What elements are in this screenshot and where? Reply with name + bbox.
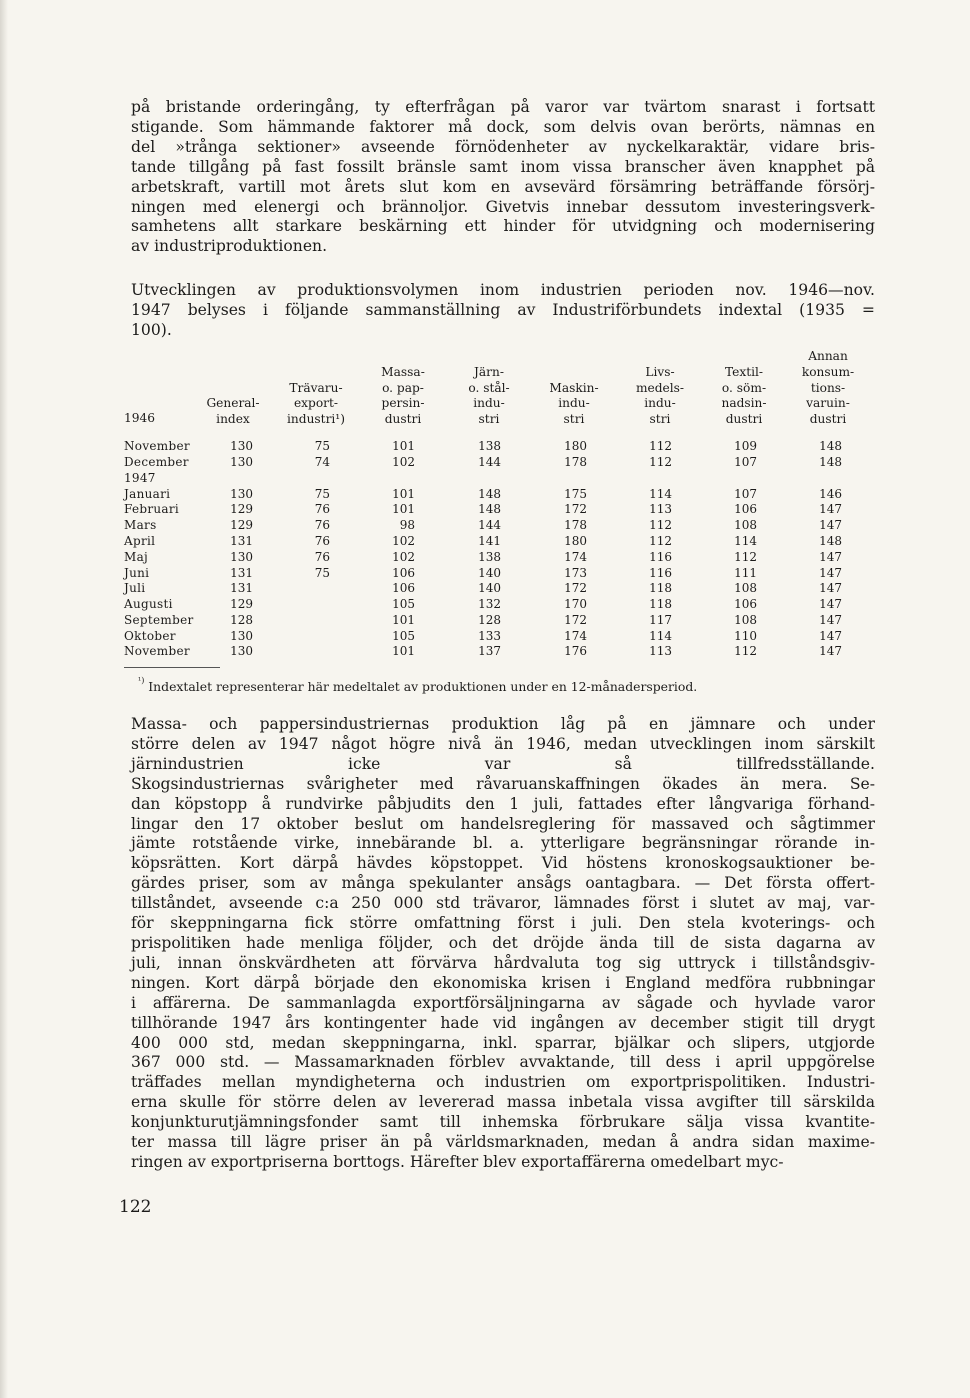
- table-cell: 144: [478, 518, 501, 532]
- row-label: November: [124, 644, 190, 658]
- column-header-line: nadsin-: [721, 396, 767, 411]
- table-cell: 114: [649, 487, 672, 501]
- table-cell: 131: [230, 566, 253, 580]
- table-cell: 75: [314, 487, 330, 501]
- table-row: [0, 596, 970, 612]
- text-line: för skeppningarna fick större omfattning först i juli. Den stela kvoterings- och: [131, 914, 875, 933]
- table-cell: 111: [734, 566, 757, 580]
- table-cell: 147: [819, 644, 842, 658]
- column-header-line: stri: [649, 412, 671, 427]
- table-cell: 112: [734, 550, 757, 564]
- table-cell: 172: [564, 581, 587, 595]
- table-cell: 178: [564, 455, 587, 469]
- table-row: [0, 643, 970, 659]
- table-cell: 118: [649, 597, 672, 611]
- row-label: Mars: [124, 518, 157, 532]
- table-cell: 129: [230, 518, 253, 532]
- table-cell: 131: [230, 534, 253, 548]
- table-cell: 75: [314, 566, 330, 580]
- table-cell: 130: [230, 455, 253, 469]
- table-cell: 128: [478, 613, 501, 627]
- text-line: 100).: [131, 320, 172, 339]
- row-label: November: [124, 439, 190, 453]
- text-line: av industriproduktionen.: [131, 237, 328, 256]
- column-header-line: indu-: [473, 396, 505, 411]
- table-cell: 147: [819, 613, 842, 627]
- table-cell: 147: [819, 581, 842, 595]
- table-cell: 138: [478, 439, 501, 453]
- table-row: [0, 612, 970, 628]
- table-row: [0, 454, 970, 470]
- column-header: [524, 381, 624, 428]
- text-line: tillståndet, avseende c:a 250 000 std trävaror, lämnades först i slutet av maj, var-: [131, 894, 875, 913]
- column-header-line: Trävaru-: [289, 380, 343, 395]
- table-cell: 147: [819, 629, 842, 643]
- table-cell: 148: [819, 439, 842, 453]
- column-header-line: medels-: [635, 380, 685, 395]
- row-label: December: [124, 455, 189, 469]
- table-cell: 147: [819, 597, 842, 611]
- table-cell: 172: [564, 502, 587, 516]
- table-cell: 132: [478, 597, 501, 611]
- table-cell: 105: [392, 629, 415, 643]
- table-row: [0, 517, 970, 533]
- table-cell: 129: [230, 502, 253, 516]
- table-cell: 130: [230, 487, 253, 501]
- table-cell: 113: [649, 644, 672, 658]
- text-line: konjunkturutjämningsfonder samt till inhemska förbrukare sälja vissa kvantite-: [131, 1113, 875, 1132]
- table-cell: 102: [392, 534, 415, 548]
- table-cell: 129: [230, 597, 253, 611]
- column-header-line: General-: [206, 396, 260, 411]
- text-line: ningen. Kort därpå började den ekonomiska krisen i England medföra rubbningar: [131, 973, 875, 992]
- table-cell: 130: [230, 629, 253, 643]
- row-label: Maj: [124, 550, 149, 564]
- table-cell: 76: [314, 534, 330, 548]
- table-row: [0, 486, 970, 502]
- footnote-marker: ¹): [138, 676, 145, 685]
- table-row: [0, 628, 970, 644]
- text-line: järnindustrien icke var så tillfredsställande.: [131, 754, 875, 773]
- table-cell: 101: [392, 644, 415, 658]
- text-line: Massa- och pappersindustriernas produktion låg på en jämnare och under: [131, 715, 875, 733]
- row-label: September: [124, 613, 194, 627]
- table-cell: 170: [564, 597, 587, 611]
- footnote-text: Indextalet representerar här medeltalet av produktionen under en 12-månadersperiod.: [148, 679, 698, 695]
- column-header-line: persin-: [381, 396, 425, 411]
- table-cell: 112: [649, 518, 672, 532]
- paragraph-2: [131, 281, 875, 341]
- table-cell: 76: [314, 550, 330, 564]
- table-row: [0, 501, 970, 517]
- table-cell: 133: [478, 629, 501, 643]
- text-line: juli, innan önskvärdheten att förvärva hårdvaluta tog sig uttryck i tillståndsgiv-: [131, 953, 875, 972]
- text-line: del »trånga sektioner» avseende förnödenheter av nyckelkaraktär, vidare bris-: [131, 137, 875, 156]
- table-row: [0, 438, 970, 454]
- table-cell: 101: [392, 487, 415, 501]
- row-label: Juli: [124, 581, 146, 595]
- table-cell: 101: [392, 502, 415, 516]
- table-row: [0, 580, 970, 596]
- table-cell: 130: [230, 644, 253, 658]
- table-cell: 112: [649, 455, 672, 469]
- table-cell: 141: [478, 534, 501, 548]
- table-cell: 147: [819, 550, 842, 564]
- text-line: tillhörande 1947 års kontingenter hade vid ingången av december stigit till drygt: [131, 1013, 875, 1032]
- column-header-line: Massa-: [381, 364, 425, 379]
- table-cell: 108: [734, 613, 757, 627]
- table-cell: 137: [478, 644, 501, 658]
- table-cell: 110: [734, 629, 757, 643]
- column-header-line: varuin-: [806, 396, 850, 411]
- column-header-line: Annan: [808, 349, 848, 363]
- table-cell: 112: [649, 439, 672, 453]
- table-cell: 114: [734, 534, 757, 548]
- table-cell: 147: [819, 502, 842, 516]
- table-cell: 130: [230, 439, 253, 453]
- column-header-line: tions-: [810, 380, 846, 395]
- table-cell: 114: [649, 629, 672, 643]
- table-cell: 112: [649, 534, 672, 548]
- table-cell: 178: [564, 518, 587, 532]
- row-label: 1947: [124, 471, 156, 485]
- text-line: större delen av 1947 något högre nivå än 1946, medan utvecklingen inom särskilt: [131, 734, 875, 753]
- table-cell: 148: [819, 534, 842, 548]
- page-edge-shadow: [0, 0, 8, 1398]
- row-label: Januari: [124, 487, 171, 501]
- table-cell: 174: [564, 629, 587, 643]
- paragraph-3: [131, 715, 875, 1173]
- table-cell: 76: [314, 502, 330, 516]
- text-line: ringen av exportpriserna borttogs. Härefter blev exportaffärerna omedelbart myc-: [131, 1152, 784, 1171]
- text-line: lingar den 17 oktober beslut om handelsreglering för massaved och sågtimmer: [131, 814, 875, 833]
- row-label: Februari: [124, 502, 180, 516]
- table-cell: 144: [478, 455, 501, 469]
- column-header-line: dustri: [809, 412, 847, 427]
- table-cell: 172: [564, 613, 587, 627]
- footnote: [138, 676, 698, 695]
- table-cell: 148: [819, 455, 842, 469]
- text-line: 1947 belyses i följande sammanställning av Industriförbundets indextal (1935 =: [131, 300, 875, 319]
- column-header-line: o. pap-: [382, 380, 424, 395]
- table-cell: 76: [314, 518, 330, 532]
- table-cell: 75: [314, 439, 330, 453]
- table-row: [0, 533, 970, 549]
- table-cell: 106: [392, 566, 415, 580]
- table-cell: 140: [478, 566, 501, 580]
- table-cell: 180: [564, 439, 587, 453]
- table-cell: 118: [649, 581, 672, 595]
- column-header-line: o. söm-: [721, 380, 767, 395]
- table-cell: 140: [478, 581, 501, 595]
- table-cell: 106: [392, 581, 415, 595]
- column-header-line: stri: [563, 412, 585, 427]
- text-line: erna skulle för större delen av levererad massa inbetala vissa avgifter till särskilda: [131, 1093, 875, 1112]
- table-cell: 113: [649, 502, 672, 516]
- table-cell: 106: [734, 502, 757, 516]
- table-cell: 147: [819, 566, 842, 580]
- table-year-header: [124, 411, 155, 427]
- table-cell: 147: [819, 518, 842, 532]
- table-cell: 108: [734, 518, 757, 532]
- row-label: April: [124, 534, 156, 548]
- row-label: Juni: [124, 566, 150, 580]
- table-cell: 148: [478, 487, 501, 501]
- footnote-separator: [124, 667, 220, 668]
- column-header-line: stri: [478, 412, 500, 427]
- row-label: Oktober: [124, 629, 176, 643]
- table-cell: 108: [734, 581, 757, 595]
- text-line: 367 000 std. — Massamarknaden förblev avvaktande, till dess i april uppgörelse: [131, 1053, 875, 1072]
- table-cell: 112: [734, 644, 757, 658]
- text-line: Utvecklingen av produktionsvolymen inom industrien perioden nov. 1946—nov.: [131, 281, 875, 299]
- column-header-line: dustri: [384, 412, 422, 427]
- table-cell: 175: [564, 487, 587, 501]
- table-cell: 174: [564, 550, 587, 564]
- column-header: [266, 381, 366, 428]
- table-cell: 102: [392, 550, 415, 564]
- table-cell: 180: [564, 534, 587, 548]
- text-line: gärdes priser, som av många spekulanter ansågs oantagbara. — Det första offert-: [131, 874, 875, 893]
- table-cell: 74: [314, 455, 330, 469]
- text-line: stigande. Som hämmande faktorer må dock, som delvis ovan berörts, nämnas en: [131, 117, 875, 136]
- text-line: 400 000 std, medan skeppningarna, inkl. sparrar, bjälkar och slipers, utgjorde: [131, 1033, 875, 1052]
- table-cell: 116: [649, 566, 672, 580]
- column-header: [353, 365, 453, 428]
- column-header-line: Maskin-: [549, 380, 599, 395]
- table-cell: 116: [649, 550, 672, 564]
- table-cell: 128: [230, 613, 253, 627]
- table-cell: 148: [478, 502, 501, 516]
- text-line: tande tillgång på fast fossilt bränsle samt inom vissa branscher även knapphet på: [131, 157, 875, 176]
- table-row: [0, 470, 970, 486]
- table-year-label: 1946: [124, 411, 156, 425]
- column-header-line: Järn-: [474, 364, 504, 379]
- text-line: samhetens allt starkare beskärning ett hinder för utvidgning och modernisering: [131, 217, 875, 236]
- table-cell: 109: [734, 439, 757, 453]
- table-cell: 105: [392, 597, 415, 611]
- table-cell: 146: [819, 487, 842, 501]
- text-line: på bristande orderingång, ty efterfrågan på varor var tvärtom snarast i fortsatt: [131, 98, 875, 116]
- text-line: arbetskraft, vartill mot årets slut kom en avsevärd försämring beträffande försörj-: [131, 177, 875, 196]
- paragraph-1: [131, 98, 875, 257]
- text-line: träffades mellan myndigheterna och industrien om exportprispolitiken. Industri-: [131, 1073, 875, 1092]
- text-line: Skogsindustriernas svårigheter med råvaruanskaffningen ökades än mera. Se-: [131, 774, 875, 793]
- table-cell: 101: [392, 613, 415, 627]
- page-number: 122: [119, 1197, 152, 1217]
- column-header-line: Livs-: [645, 364, 675, 379]
- table-cell: 98: [399, 518, 415, 532]
- column-header-line: index: [216, 412, 250, 427]
- table-cell: 107: [734, 487, 757, 501]
- table-cell: 107: [734, 455, 757, 469]
- column-header: [778, 349, 878, 428]
- column-header-line: o. stål-: [468, 380, 510, 395]
- text-line: prispolitiken hade menliga följder, och det dröjde ända till de sista dagarna av: [131, 933, 875, 952]
- column-header-line: indu-: [644, 396, 676, 411]
- text-line: i affärerna. De sammanlagda exportförsäljningarna av sågade och hyvlade varor: [131, 993, 875, 1012]
- table-cell: 138: [478, 550, 501, 564]
- table-cell: 101: [392, 439, 415, 453]
- column-header-line: export-: [293, 396, 339, 411]
- column-header-line: industri¹): [287, 412, 345, 427]
- column-header-line: indu-: [558, 396, 590, 411]
- table-row: [0, 549, 970, 565]
- text-line: jämte rotstående virke, innebärande bl. a. ytterligare begränsningar rörande in-: [131, 834, 875, 853]
- text-line: ningen med elenergi och brännoljor. Givetvis innebar dessutom investeringsverk-: [131, 197, 875, 216]
- table-cell: 106: [734, 597, 757, 611]
- table-row: [0, 565, 970, 581]
- table-cell: 173: [564, 566, 587, 580]
- table-cell: 102: [392, 455, 415, 469]
- column-header-line: dustri: [725, 412, 763, 427]
- table-cell: 117: [649, 613, 672, 627]
- text-line: dan köpstopp å rundvirke påbjudits den 1 juli, fattades efter långvariga förhand-: [131, 794, 875, 813]
- table-cell: 130: [230, 550, 253, 564]
- column-header-line: Textil-: [724, 364, 764, 379]
- column-header-line: konsum-: [801, 364, 855, 379]
- table-cell: 176: [564, 644, 587, 658]
- row-label: Augusti: [124, 597, 173, 611]
- text-line: köpsrätten. Kort därpå hävdes köpstoppet. Vid höstens kronoskogsauktioner be-: [131, 854, 875, 873]
- table-cell: 131: [230, 581, 253, 595]
- text-line: ter massa till lägre priser än på världsmarknaden, medan å andra sidan maxime-: [131, 1133, 875, 1152]
